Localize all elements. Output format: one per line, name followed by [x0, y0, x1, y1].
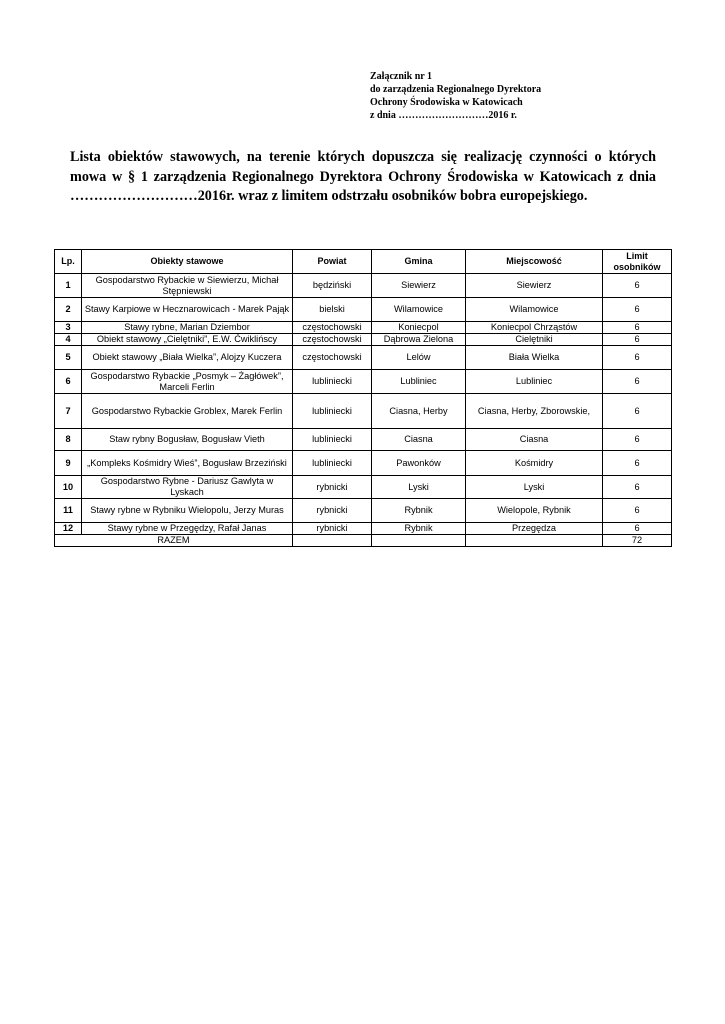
cell-miejscowosc: Siewierz — [466, 274, 603, 298]
cell-limit: 6 — [603, 429, 672, 451]
total-empty-powiat — [293, 535, 372, 547]
cell-limit: 6 — [603, 523, 672, 535]
table-row — [55, 370, 672, 394]
cell-powiat: rybnicki — [293, 523, 372, 535]
cell-gmina: Ciasna — [372, 429, 466, 451]
cell-limit: 6 — [603, 334, 672, 346]
cell-lp: 5 — [55, 346, 82, 370]
pond-objects-table — [54, 249, 672, 547]
cell-miejscowosc: Ciasna, Herby, Zborowskie, — [466, 394, 603, 429]
cell-limit: 6 — [603, 476, 672, 499]
title-line-3: ………………………2016r. wraz z limitem odstrzału osobników bobra europejskiego. — [70, 188, 588, 204]
cell-limit: 6 — [603, 298, 672, 322]
cell-limit: 6 — [603, 394, 672, 429]
cell-lp: 9 — [55, 451, 82, 476]
cell-lp: 2 — [55, 298, 82, 322]
cell-obiekt: Gospodarstwo Rybackie „Posmyk – Żagłówek”, Marceli Ferlin — [82, 370, 293, 394]
attachment-header — [370, 70, 690, 122]
table-row — [55, 429, 672, 451]
cell-lp: 12 — [55, 523, 82, 535]
cell-powiat: bielski — [293, 298, 372, 322]
cell-miejscowosc: Koniecpol Chrząstów — [466, 322, 603, 334]
cell-gmina: Wilamowice — [372, 298, 466, 322]
cell-gmina: Dąbrowa Zielona — [372, 334, 466, 346]
document-title — [70, 148, 656, 207]
cell-gmina: Pawonków — [372, 451, 466, 476]
cell-obiekt: Stawy rybne w Przegędzy, Rafał Janas — [82, 523, 293, 535]
cell-obiekt: Gospodarstwo Rybackie Groblex, Marek Ferlin — [82, 394, 293, 429]
header-miejscowosc: Miejscowość — [466, 250, 603, 274]
cell-obiekt: Gospodarstwo Rybne - Dariusz Gawlyta w Lyskach — [82, 476, 293, 499]
title-line-1: Lista obiektów stawowych, na terenie których dopuszcza się realizację czynności o których — [70, 149, 656, 165]
cell-lp: 11 — [55, 499, 82, 523]
cell-miejscowosc: Biała Wielka — [466, 346, 603, 370]
cell-obiekt: Obiekt stawowy „Biała Wielka”, Alojzy Kuczera — [82, 346, 293, 370]
cell-obiekt: Obiekt stawowy „Cielętniki”, E.W. Ćwiklińscy — [82, 334, 293, 346]
cell-gmina: Ciasna, Herby — [372, 394, 466, 429]
cell-obiekt: Gospodarstwo Rybackie w Siewierzu, Michał Stępniewski — [82, 274, 293, 298]
cell-gmina: Lyski — [372, 476, 466, 499]
cell-miejscowosc: Wielopole, Rybnik — [466, 499, 603, 523]
cell-obiekt: Stawy rybne w Rybniku Wielopolu, Jerzy Muras — [82, 499, 293, 523]
cell-lp: 1 — [55, 274, 82, 298]
cell-lp: 4 — [55, 334, 82, 346]
cell-gmina: Koniecpol — [372, 322, 466, 334]
cell-powiat: częstochowski — [293, 334, 372, 346]
cell-gmina: Siewierz — [372, 274, 466, 298]
title-line-2: mowa w § 1 zarządzenia Regionalnego Dyrektora Ochrony Środowiska w Katowicach z dnia — [70, 168, 656, 185]
cell-gmina: Rybnik — [372, 499, 466, 523]
cell-limit: 6 — [603, 451, 672, 476]
header-limit: Limit osobników — [603, 250, 672, 274]
cell-powiat: częstochowski — [293, 322, 372, 334]
cell-limit: 6 — [603, 322, 672, 334]
cell-obiekt: Stawy Karpiowe w Hecznarowicach - Marek Pająk — [82, 298, 293, 322]
cell-gmina: Rybnik — [372, 523, 466, 535]
cell-miejscowosc: Wilamowice — [466, 298, 603, 322]
table-row — [55, 451, 672, 476]
cell-lp: 3 — [55, 322, 82, 334]
total-value: 72 — [603, 535, 672, 547]
cell-powiat: częstochowski — [293, 346, 372, 370]
cell-limit: 6 — [603, 346, 672, 370]
cell-lp: 10 — [55, 476, 82, 499]
cell-powiat: lubliniecki — [293, 451, 372, 476]
table-row — [55, 499, 672, 523]
cell-miejscowosc: Cielętniki — [466, 334, 603, 346]
total-row — [55, 535, 672, 547]
table-row — [55, 274, 672, 298]
table-header-row — [55, 250, 672, 274]
table-row — [55, 523, 672, 535]
cell-powiat: będziński — [293, 274, 372, 298]
table-row — [55, 346, 672, 370]
table-row — [55, 476, 672, 499]
cell-gmina: Lelów — [372, 346, 466, 370]
header-lp: Lp. — [55, 250, 82, 274]
header-gmina: Gmina — [372, 250, 466, 274]
cell-miejscowosc: Kośmidry — [466, 451, 603, 476]
total-empty-miejscowosc — [466, 535, 603, 547]
cell-obiekt: „Kompleks Kośmidry Wieś”, Bogusław Brzeziński — [82, 451, 293, 476]
cell-limit: 6 — [603, 274, 672, 298]
header-powiat: Powiat — [293, 250, 372, 274]
cell-miejscowosc: Ciasna — [466, 429, 603, 451]
cell-obiekt: Stawy rybne, Marian Dziembor — [82, 322, 293, 334]
cell-lp: 8 — [55, 429, 82, 451]
table-row — [55, 394, 672, 429]
cell-powiat: lubliniecki — [293, 429, 372, 451]
total-empty-gmina — [372, 535, 466, 547]
attachment-regulation: do zarządzenia Regionalnego Dyrektora — [370, 84, 542, 95]
attachment-date: z dnia ………………………2016 r. — [370, 110, 517, 121]
cell-powiat: lubliniecki — [293, 394, 372, 429]
cell-gmina: Lubliniec — [372, 370, 466, 394]
table-row — [55, 334, 672, 346]
cell-miejscowosc: Lyski — [466, 476, 603, 499]
cell-lp: 7 — [55, 394, 82, 429]
attachment-number: Załącznik nr 1 — [370, 71, 433, 82]
cell-obiekt: Staw rybny Bogusław, Bogusław Vieth — [82, 429, 293, 451]
attachment-authority: Ochrony Środowiska w Katowicach — [370, 97, 523, 108]
cell-powiat: rybnicki — [293, 499, 372, 523]
table-row — [55, 322, 672, 334]
cell-limit: 6 — [603, 370, 672, 394]
cell-lp: 6 — [55, 370, 82, 394]
cell-powiat: lubliniecki — [293, 370, 372, 394]
cell-miejscowosc: Lubliniec — [466, 370, 603, 394]
total-label: RAZEM — [55, 535, 293, 547]
cell-powiat: rybnicki — [293, 476, 372, 499]
header-obiekty: Obiekty stawowe — [82, 250, 293, 274]
cell-limit: 6 — [603, 499, 672, 523]
table-row — [55, 298, 672, 322]
cell-miejscowosc: Przegędza — [466, 523, 603, 535]
